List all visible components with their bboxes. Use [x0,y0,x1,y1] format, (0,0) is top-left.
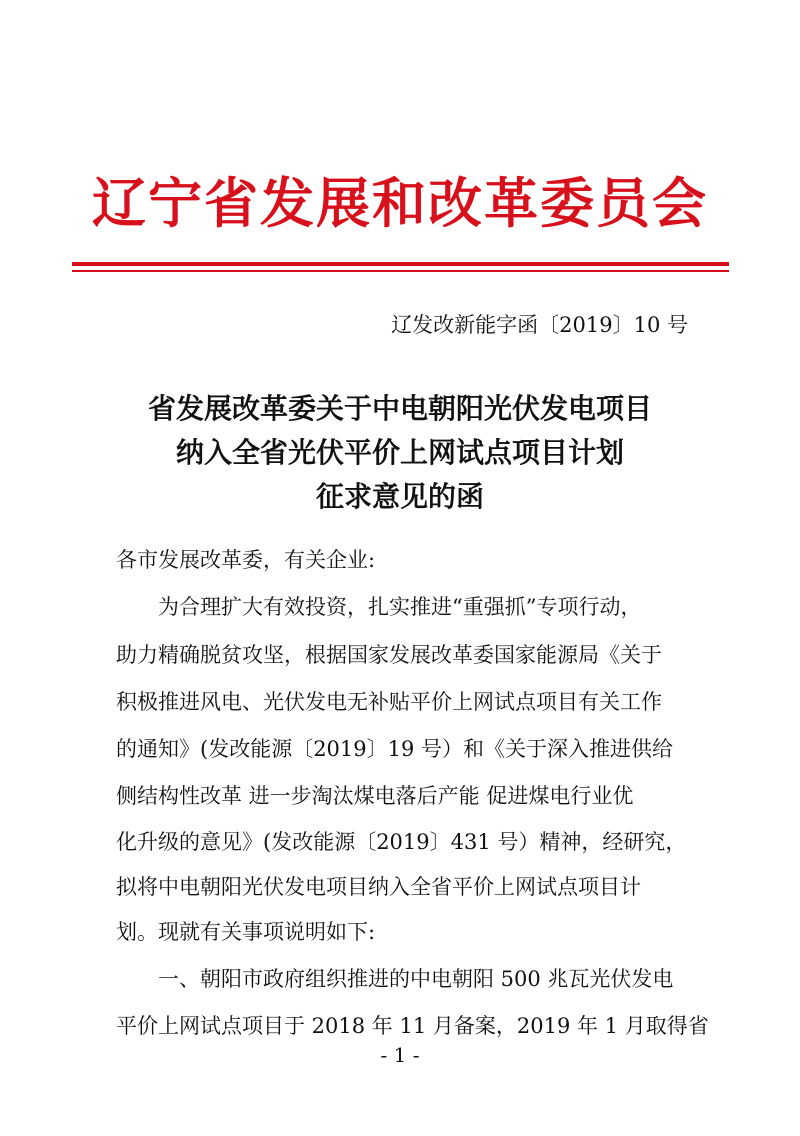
body-text-line: 化升级的意见》(发改能源〔2019〕431 号）精神，经研究， [116,830,687,854]
body-text-line: 为合理扩大有效投资，扎实推进“重强抓”专项行动， [158,595,642,619]
body-text-line: 的通知》(发改能源〔2019〕19 号）和《关于深入推进供给 [116,737,674,761]
body-text-line: 助力精确脱贫攻坚，根据国家发展改革委国家能源局《关于 [116,643,662,667]
document-title-line-3: 征求意见的函 [315,480,484,513]
page-number: - 1 - [380,1043,420,1067]
document-number: 辽发改新能字函〔2019〕10 号 [391,313,688,337]
salutation: 各市发展改革委，有关企业: [116,548,376,572]
issuing-organization: 辽宁省发展和改革委员会 [92,171,708,235]
red-header-rule-thin [72,270,729,272]
body-text-line: 划。现就有关事项说明如下: [116,920,376,944]
red-header-rule-thick [72,262,729,266]
body-text-line: 平价上网试点项目于 2018 年 11 月备案，2019 年 1 月取得省 [116,1014,709,1038]
document-title-line-2: 纳入全省光伏平价上网试点项目计划 [175,436,624,469]
document-title-line-1: 省发展改革委关于中电朝阳光伏发电项目 [147,392,652,425]
body-text-line: 拟将中电朝阳光伏发电项目纳入全省平价上网试点项目计 [116,875,641,899]
body-text-line: 一、朝阳市政府组织推进的中电朝阳 500 兆瓦光伏发电 [158,967,674,991]
body-text-line: 侧结构性改革 进一步淘汰煤电落后产能 促进煤电行业优 [116,784,634,808]
body-text-line: 积极推进风电、光伏发电无补贴平价上网试点项目有关工作 [116,690,662,714]
